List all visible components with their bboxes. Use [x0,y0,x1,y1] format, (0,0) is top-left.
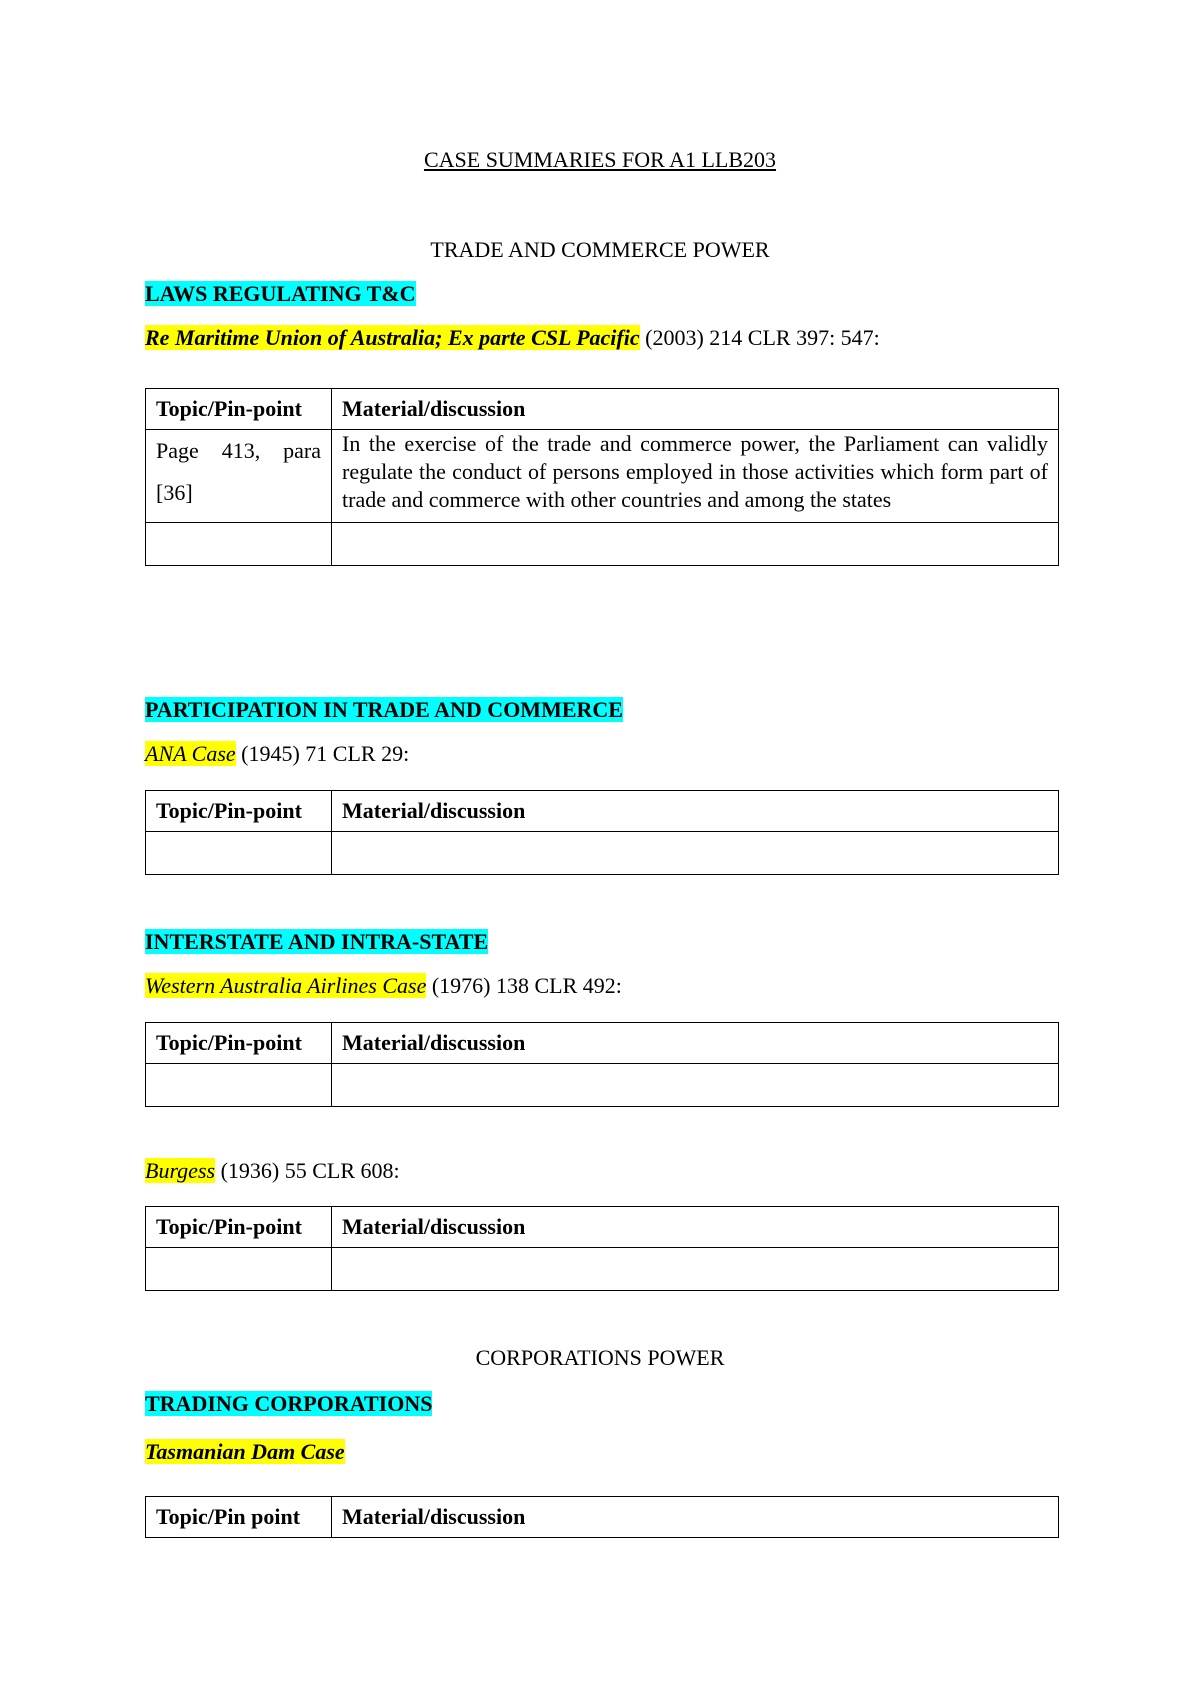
cell-material [332,523,1059,566]
col-header-topic: Topic/Pin-point [146,791,332,832]
case-line-wa-airlines [145,972,622,1000]
table-header-row [146,791,1059,832]
case-citation: (2003) 214 CLR 397: 547: [639,325,880,350]
table-header-row [146,1023,1059,1064]
case-name: Burgess [145,1158,216,1183]
summary-table-tasmanian-dam [145,1496,1059,1538]
col-header-material: Material/discussion [332,1207,1059,1248]
col-header-topic: Topic/Pin-point [146,1023,332,1064]
summary-table-ana [145,790,1059,875]
case-citation: (1945) 71 CLR 29: [235,741,410,766]
section-title-trade-commerce: TRADE AND COMMERCE POWER [430,237,770,262]
document-title: CASE SUMMARIES FOR A1 LLB203 [423,147,777,172]
cell-pinpoint [146,523,332,566]
summary-table-wa-airlines [145,1022,1059,1107]
case-name: Re Maritime Union of Australia; Ex parte CSL Pacific [145,325,640,350]
cell-pinpoint [146,1248,332,1291]
table-row [146,430,1059,523]
table-row [146,1248,1059,1291]
summary-table-burgess [145,1206,1059,1291]
table-row [146,523,1059,566]
table-row [146,1064,1059,1107]
cell-material [332,832,1059,875]
summary-table-maritime-union [145,388,1059,566]
cell-pinpoint [146,832,332,875]
col-header-material: Material/discussion [332,389,1059,430]
table-row [146,832,1059,875]
cell-material [332,1248,1059,1291]
col-header-topic: Topic/Pin-point [146,389,332,430]
col-header-material: Material/discussion [332,1497,1059,1538]
heading-laws-regulating: LAWS REGULATING T&C [145,281,416,306]
heading-trading-corporations: TRADING CORPORATIONS [145,1391,433,1416]
case-name: Tasmanian Dam Case [145,1439,345,1464]
case-line-maritime-union [145,324,880,352]
cell-pinpoint [146,1064,332,1107]
heading-participation: PARTICIPATION IN TRADE AND COMMERCE [145,697,623,722]
col-header-material: Material/discussion [332,791,1059,832]
table-header-row [146,1497,1059,1538]
col-header-topic: Topic/Pin point [146,1497,332,1538]
cell-material: In the exercise of the trade and commerce power, the Parliament can validly regulate the conduct of persons employed in those activities which form part of trade and commerce with other countries and among the states [332,430,1059,523]
table-header-row [146,389,1059,430]
col-header-topic: Topic/Pin-point [146,1207,332,1248]
case-name: Western Australia Airlines Case [145,973,427,998]
table-header-row [146,1207,1059,1248]
case-line-burgess [145,1157,400,1185]
case-citation: (1976) 138 CLR 492: [426,973,622,998]
col-header-material: Material/discussion [332,1023,1059,1064]
section-title-corporations: CORPORATIONS POWER [475,1345,725,1370]
case-citation: (1936) 55 CLR 608: [215,1158,400,1183]
case-name: ANA Case [145,741,236,766]
heading-interstate: INTERSTATE AND INTRA-STATE [145,929,489,954]
case-line-tasmanian-dam [145,1438,345,1466]
cell-material [332,1064,1059,1107]
case-line-ana [145,740,409,768]
cell-pinpoint: Page 413, para [36] [146,430,332,523]
